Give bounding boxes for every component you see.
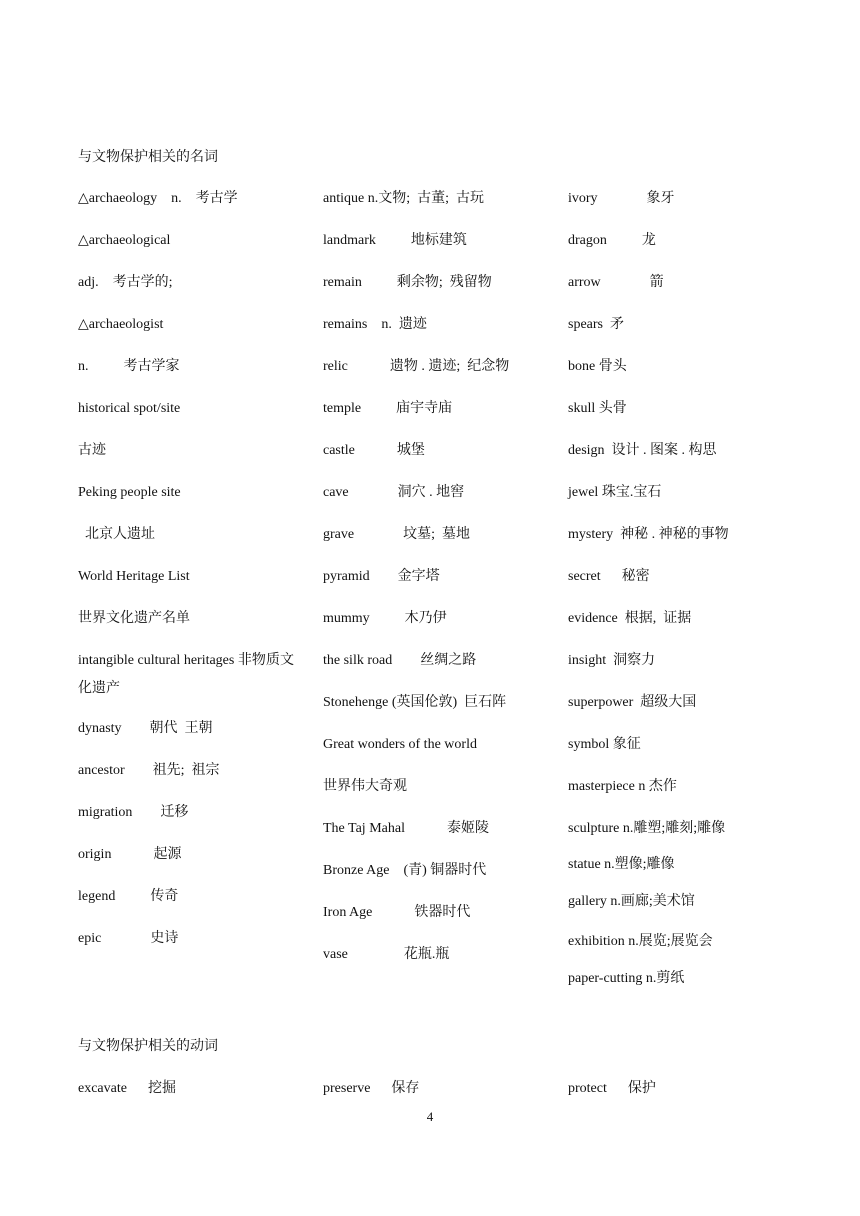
list-item: gallery n.画廊;美术馆 [568, 894, 695, 909]
list-item: secret 秘密 [568, 569, 650, 584]
list-item: vase 花瓶.瓶 [323, 947, 450, 962]
list-item: intangible cultural heritages 非物质文化遗产 [78, 653, 294, 696]
list-item: sculpture n.雕塑;雕刻;雕像 [568, 821, 726, 836]
section-heading-nouns: 与文物保护相关的名词 [78, 150, 218, 165]
list-item: ancestor 祖先; 祖宗 [78, 763, 220, 778]
list-item: the silk road 丝绸之路 [323, 653, 477, 668]
list-item: remains n. 遗迹 [323, 317, 427, 332]
list-item: symbol 象征 [568, 737, 641, 752]
section-heading-verbs: 与文物保护相关的动词 [78, 1039, 218, 1054]
list-item: spears 矛 [568, 317, 624, 332]
list-item: arrow 箭 [568, 275, 664, 290]
list-item: Great wonders of the world [323, 737, 477, 752]
list-item: World Heritage List [78, 569, 190, 584]
list-item: 世界伟大奇观 [323, 779, 407, 794]
list-item: design 设计 . 图案 . 构思 [568, 443, 717, 458]
list-item: insight 洞察力 [568, 653, 656, 668]
list-item: dragon 龙 [568, 233, 656, 248]
verb-item: protect 保护 [568, 1081, 656, 1096]
list-item: landmark 地标建筑 [323, 233, 467, 248]
list-item: bone 骨头 [568, 359, 627, 374]
list-item: Iron Age 铁器时代 [323, 905, 471, 920]
list-item: mummy 木乃伊 [323, 611, 447, 626]
list-item: temple 庙宇寺庙 [323, 401, 453, 416]
list-item: 世界文化遗产名单 [78, 611, 190, 626]
list-item: jewel 珠宝.宝石 [568, 485, 662, 500]
list-item: epic 史诗 [78, 931, 179, 946]
list-item: pyramid 金字塔 [323, 569, 440, 584]
list-item: evidence 根据, 证据 [568, 611, 692, 626]
list-item: dynasty 朝代 王朝 [78, 721, 213, 736]
list-item: superpower 超级大国 [568, 695, 697, 710]
list-item: △archaeologist [78, 317, 164, 332]
list-item: paper-cutting n.剪纸 [568, 971, 685, 986]
list-item: △archaeological [78, 233, 171, 248]
list-item: exhibition n.展览;展览会 [568, 934, 713, 949]
list-item: Stonehenge (英国伦敦) 巨石阵 [323, 695, 507, 710]
verb-item: preserve 保存 [323, 1081, 420, 1096]
list-item: The Taj Mahal 泰姬陵 [323, 821, 489, 836]
list-item: Bronze Age (青) 铜器时代 [323, 863, 487, 878]
list-item: grave 坟墓; 墓地 [323, 527, 470, 542]
list-item: △archaeology n. 考古学 [78, 191, 238, 206]
page-number: 4 [426, 1109, 434, 1124]
list-item: skull 头骨 [568, 401, 627, 416]
list-item: mystery 神秘 . 神秘的事物 [568, 527, 729, 542]
list-item: 北京人遗址 [78, 527, 155, 542]
list-item: remain 剩余物; 残留物 [323, 275, 492, 290]
list-item: antique n.文物; 古董; 古玩 [323, 191, 484, 206]
list-item: ivory 象牙 [568, 191, 675, 206]
list-item: migration 迁移 [78, 805, 189, 820]
list-item: cave 洞穴 . 地窖 [323, 485, 465, 500]
list-item: masterpiece n 杰作 [568, 779, 677, 794]
list-item: legend 传奇 [78, 889, 179, 904]
list-item: 古迹 [78, 443, 106, 458]
list-item: relic 遗物 . 遗迹; 纪念物 [323, 359, 510, 374]
list-item: n. 考古学家 [78, 359, 180, 374]
list-item: origin 起源 [78, 847, 182, 862]
list-item: adj. 考古学的; [78, 275, 173, 290]
list-item: statue n.塑像;雕像 [568, 857, 675, 872]
list-item: Peking people site [78, 485, 181, 500]
list-item: historical spot/site [78, 401, 181, 416]
verb-item: excavate 挖掘 [78, 1081, 176, 1096]
list-item: castle 城堡 [323, 443, 425, 458]
